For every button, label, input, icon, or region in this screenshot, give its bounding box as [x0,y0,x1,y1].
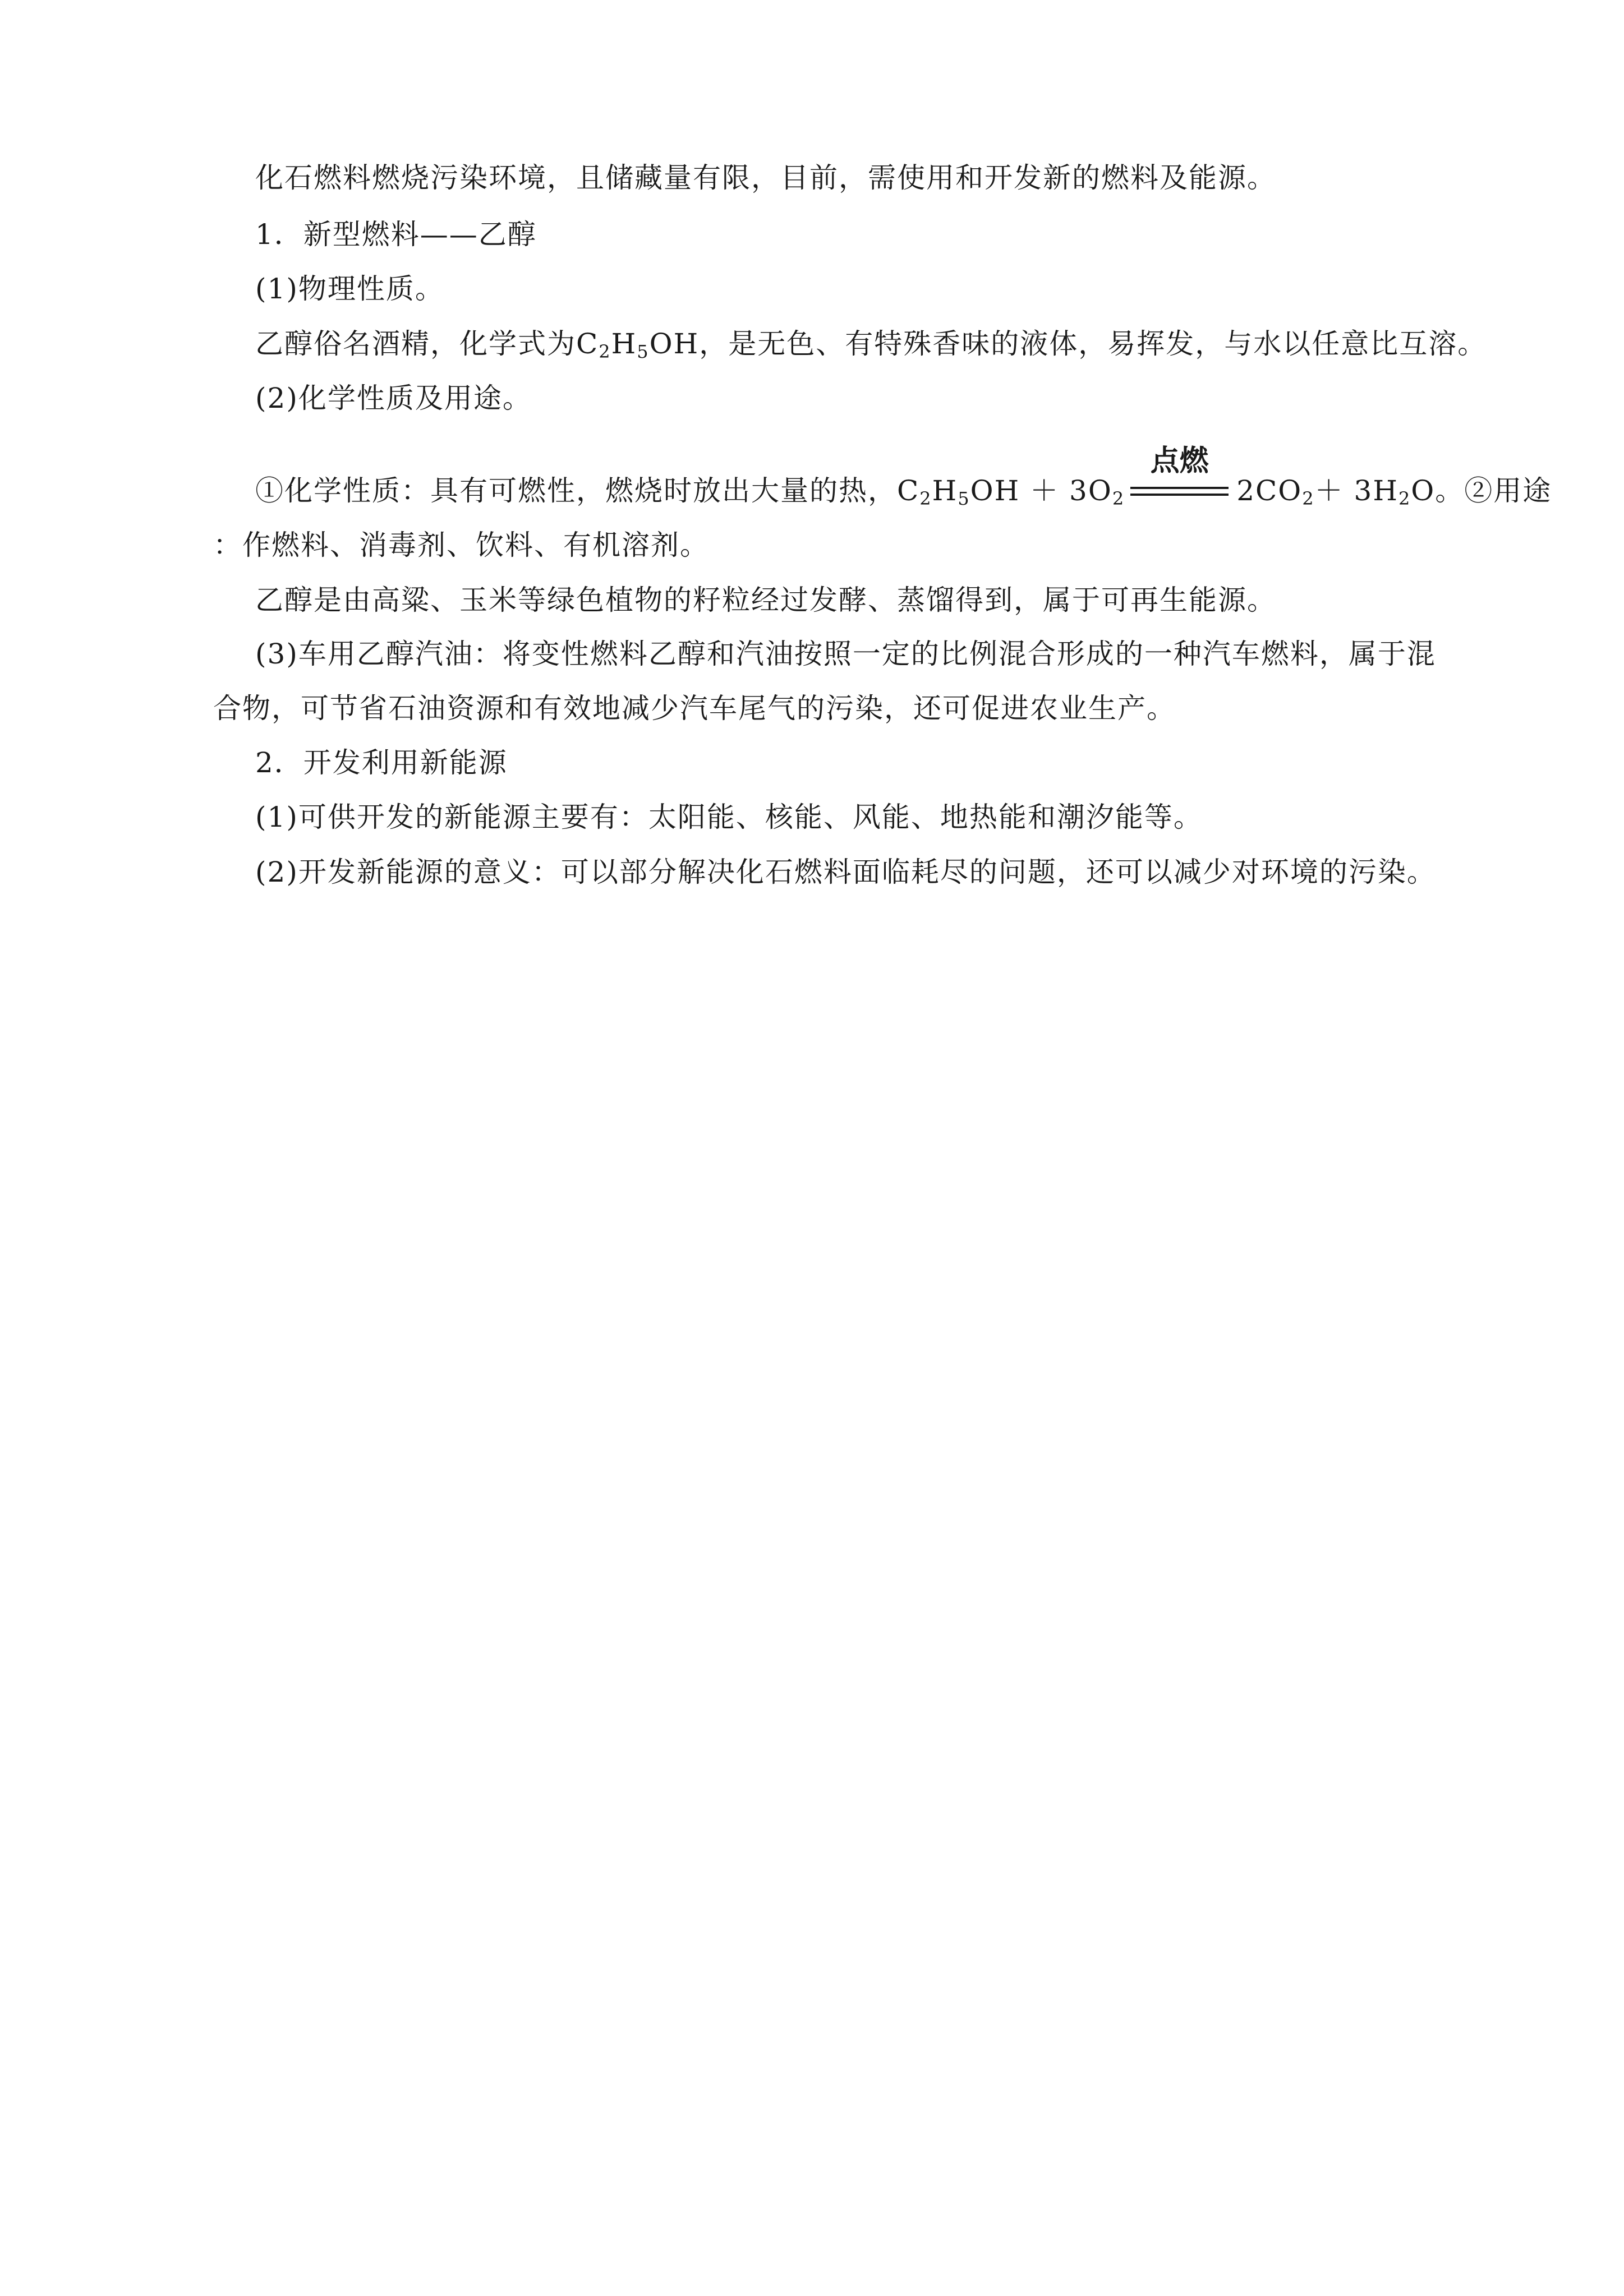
new-energy-sources: (1)可供开发的新能源主要有：太阳能、核能、风能、地热能和潮汐能等。 [255,801,1203,833]
intro-paragraph: 化石燃料燃烧污染环境，且储藏量有限，目前，需使用和开发新的燃料及能源。 [255,162,1276,194]
formula-oxygen: $3O_2$ [1069,474,1125,509]
ethanol-gasoline-line-2: 合物，可节省石油资源和有效地减少汽车尾气的污染，还可促进农业生产。 [213,692,1176,725]
formula-ethanol-reactant: $C_2H_5OH$ [897,474,1020,509]
subsection-2-title: (2)化学性质及用途。 [255,382,532,414]
section-1-title: 1．新型燃料——乙醇 [255,218,537,251]
chemical-uses-text: ：作燃料、消毒剂、饮料、有机溶剂。 [213,529,709,561]
formula-ethanol: $C_2H_5OH$ [576,328,700,362]
formula-co2: $2CO_2$ [1236,474,1315,509]
reaction-arrow [1130,444,1229,507]
plus-sign-2: ＋ [1314,474,1344,507]
chemical-equation-line [255,444,1552,509]
plus-sign: ＋ [1030,474,1060,507]
ethanol-gasoline-line-1: (3)车用乙醇汽油：将变性燃料乙醇和汽油按照一定的比例混合形成的一种汽车燃料，属于混 [255,638,1436,670]
formula-water: $3H_2O$。②用途 [1354,474,1552,509]
physical-text-a: 乙醇俗名酒精，化学式为 [255,328,576,360]
chem-prefix: ①化学性质：具有可燃性，燃烧时放出大量的热， [255,474,897,507]
subsection-1-title: (1)物理性质。 [255,273,444,305]
equals-bar-bottom [1130,494,1229,496]
new-energy-significance: (2)开发新能源的意义：可以部分解决化石燃料面临耗尽的问题，还可以减少对环境的污染。 [255,856,1436,888]
equals-bar-top [1130,487,1229,489]
physical-text-b: ，是无色、有特殊香味的液体，易挥发，与水以任意比互溶。 [699,328,1487,360]
section-2-title: 2．开发利用新能源 [255,746,508,779]
renewable-energy-text: 乙醇是由高粱、玉米等绿色植物的籽粒经过发酵、蒸馏得到，属于可再生能源。 [255,584,1276,616]
physical-properties-text [255,328,1487,362]
reaction-condition: 点燃 [1150,444,1209,478]
